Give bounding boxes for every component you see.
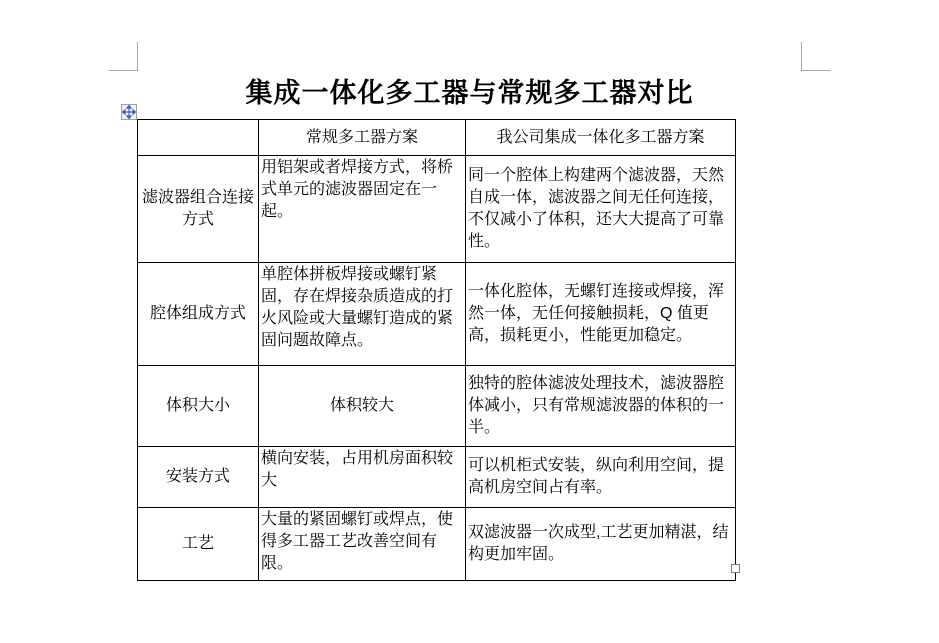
move-cross-icon (122, 105, 136, 119)
row-label-filter-connection[interactable]: 滤波器组合连接方式 (138, 156, 259, 263)
comparison-table (137, 119, 736, 581)
header-cell-blank[interactable] (138, 120, 259, 156)
table-row-volume-size (138, 366, 736, 447)
row-label-installation-method[interactable]: 安装方式 (138, 447, 259, 508)
table-row-craftsmanship (138, 508, 736, 581)
cell-conventional-cavity-composition[interactable]: 单腔体拼板焊接或螺钉紧固，存在焊接杂质造成的打火风险或大量螺钉造成的紧固问题故障点。 (259, 263, 466, 366)
cell-integrated-cavity-composition[interactable]: 一体化腔体，无螺钉连接或焊接，浑然一体，无任何接触损耗，Q 值更高，损耗更小，性能更加稳定。 (466, 263, 736, 366)
table-header-row (138, 120, 736, 156)
cell-integrated-craftsmanship[interactable]: 双滤波器一次成型,工艺更加精湛，结构更加牢固。 (466, 508, 736, 581)
row-label-volume-size[interactable]: 体积大小 (138, 366, 259, 447)
row-label-cavity-composition[interactable]: 腔体组成方式 (138, 263, 259, 366)
table-row-installation-method (138, 447, 736, 508)
table-row-filter-connection (138, 156, 736, 263)
cell-conventional-volume-size[interactable]: 体积较大 (259, 366, 466, 447)
document-title[interactable]: 集成一体化多工器与常规多工器对比 (245, 78, 694, 108)
header-cell-conventional[interactable]: 常规多工器方案 (259, 120, 466, 156)
cell-conventional-craftsmanship[interactable]: 大量的紧固螺钉或焊点，使得多工器工艺改善空间有限。 (259, 508, 466, 581)
page-margin-mark-top-left (109, 42, 138, 71)
row-label-craftsmanship[interactable]: 工艺 (138, 508, 259, 581)
header-cell-integrated[interactable]: 我公司集成一体化多工器方案 (466, 120, 736, 156)
table-resize-handle[interactable] (731, 564, 740, 573)
table-move-handle[interactable] (121, 104, 137, 120)
cell-integrated-filter-connection[interactable]: 同一个腔体上构建两个滤波器，天然自成一体，滤波器之间无任何连接，不仅减小了体积，还大大提高了可靠性。 (466, 156, 736, 263)
cell-conventional-installation-method[interactable]: 横向安装，占用机房面积较大 (259, 447, 466, 508)
cell-conventional-filter-connection[interactable]: 用铝架或者焊接方式，将桥式单元的滤波器固定在一起。 (259, 156, 466, 263)
page-margin-mark-top-right (801, 42, 830, 71)
cell-integrated-volume-size[interactable]: 独特的腔体滤波处理技术，滤波器腔体减小，只有常规滤波器的体积的一半。 (466, 366, 736, 447)
table-row-cavity-composition (138, 263, 736, 366)
cell-integrated-installation-method[interactable]: 可以机柜式安装，纵向利用空间，提高机房空间占有率。 (466, 447, 736, 508)
